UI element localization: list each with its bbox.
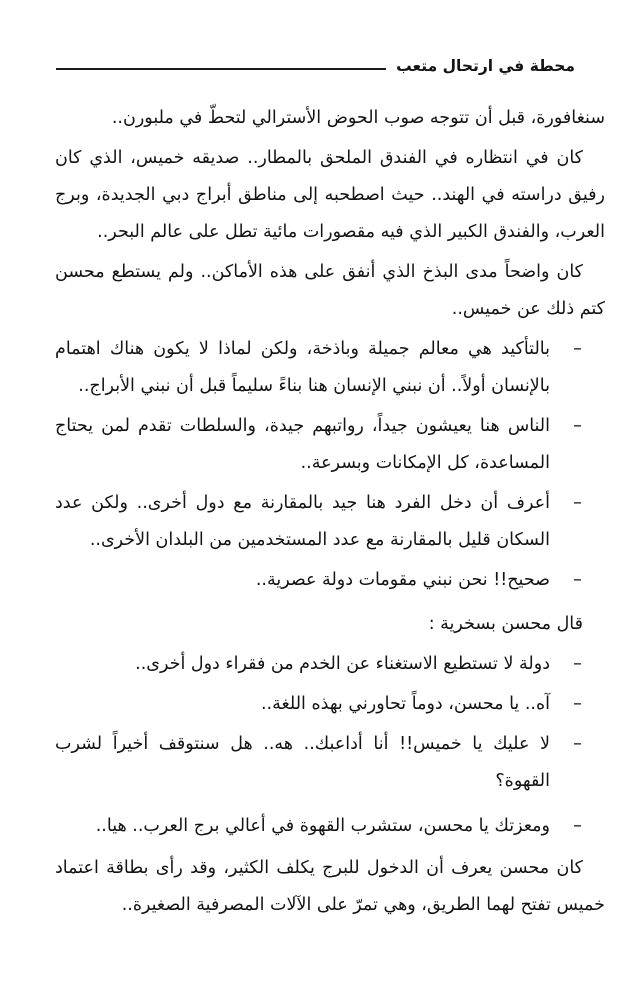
paragraph: كان محسن يعرف أن الدخول للبرج يكلف الكثير، وقد رأى بطاقة اعتماد خميس تفتح لهما الطريق، وهي تمرّ على الآلات المصرفية الصغيرة.. bbox=[55, 858, 605, 915]
bullet-dash: – bbox=[573, 339, 582, 359]
bullet-item bbox=[55, 686, 605, 723]
bullet-item bbox=[55, 485, 605, 559]
paragraph: سنغافورة، قبل أن تتوجه صوب الحوض الأسترالي لتحطّ في ملبورن.. bbox=[111, 108, 605, 128]
bullet-item bbox=[55, 646, 605, 683]
paragraph: كان واضحاً مدى البذخ الذي أنفق على هذه الأماكن.. ولم يستطع محسن كتم ذلك عن خميس.. bbox=[55, 262, 605, 319]
bullet-dash: – bbox=[573, 654, 582, 674]
bullet-dash: – bbox=[573, 816, 582, 836]
bullet-dash: – bbox=[573, 416, 582, 436]
bullet-text: بالتأكيد هي معالم جميلة وباذخة، ولكن لماذا لا يكون هناك اهتمام بالإنسان أولاً.. أن نبني الإنسان هنا بناءً سليماً قبل أن نبني الأبراج.. bbox=[55, 339, 550, 396]
page-text bbox=[55, 100, 605, 924]
bullet-item bbox=[55, 331, 605, 405]
bullet-item bbox=[55, 562, 605, 599]
paragraph: كان في انتظاره في الفندق الملحق بالمطار.. صديقه خميس، الذي كان رفيق دراسته في الهند.. حيث اصطحبه إلى مناطق أبراج دبي الجديدة، وبرج العرب، والفندق الكبير الذي فيه مقصورات مائية تطل على عالم البحر.. bbox=[55, 148, 605, 242]
header-rule bbox=[56, 68, 386, 70]
bullet-dash: – bbox=[573, 694, 582, 714]
bullet-text: الناس هنا يعيشون جيداً، رواتبهم جيدة، والسلطات تقدم لمن يحتاج المساعدة، كل الإمكانات وبسرعة.. bbox=[55, 416, 550, 473]
bullet-item bbox=[55, 808, 605, 845]
bullet-item bbox=[55, 726, 605, 800]
paragraph: قال محسن بسخرية : bbox=[428, 614, 583, 634]
bullet-item bbox=[55, 408, 605, 482]
bullet-text: ومعزتك يا محسن، ستشرب القهوة في أعالي برج العرب.. هيا.. bbox=[95, 816, 550, 836]
bullet-text: آه.. يا محسن، دوماً تحاورني بهذه اللغة.. bbox=[260, 694, 550, 714]
bullet-text: أعرف أن دخل الفرد هنا جيد بالمقارنة مع دول أخرى.. ولكن عدد السكان قليل بالمقارنة مع عدد المستخدمين من البلدان الأخرى.. bbox=[55, 493, 550, 550]
bullet-dash: – bbox=[573, 570, 582, 590]
bullet-text: دولة لا تستطيع الاستغناء عن الخدم من فقراء دول أخرى.. bbox=[135, 654, 550, 674]
bullet-dash: – bbox=[573, 734, 582, 754]
bullet-text: صحيح!! نحن نبني مقومات دولة عصرية.. bbox=[255, 570, 550, 590]
running-head-title: محطة في ارتحال متعب bbox=[396, 57, 575, 75]
bullet-text: لا عليك يا خميس!! أنا أداعبك.. هه.. هل سنتوقف أخيراً لشرب القهوة؟ bbox=[55, 734, 550, 791]
bullet-dash: – bbox=[573, 493, 582, 513]
page-header bbox=[55, 54, 605, 78]
